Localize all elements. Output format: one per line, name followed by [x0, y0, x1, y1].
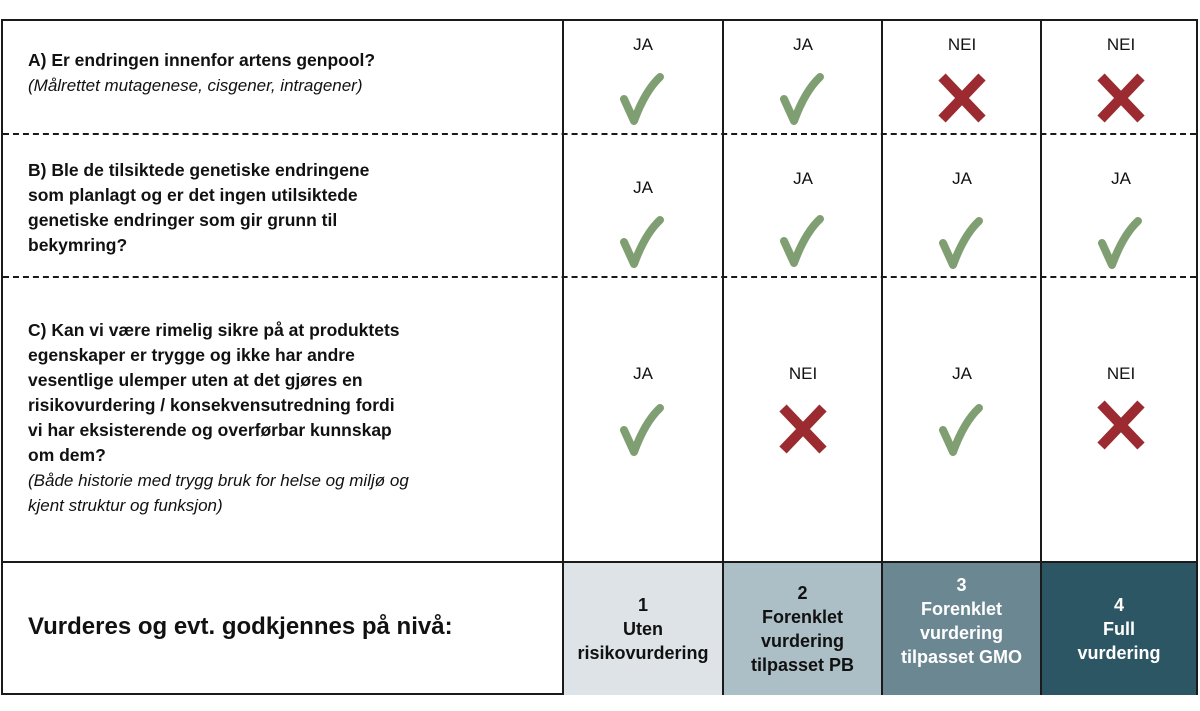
question-b	[28, 158, 548, 258]
level-4	[1042, 563, 1196, 695]
answer-c-4	[1042, 364, 1200, 452]
answer-label: JA	[793, 169, 813, 188]
row-divider	[3, 276, 1196, 278]
row-divider	[3, 133, 1196, 135]
cross-icon	[778, 402, 828, 456]
check-icon	[937, 402, 987, 456]
level-3	[883, 563, 1040, 695]
question-c-line: risikovurdering / konsekvensutredning fordi	[28, 395, 395, 415]
answer-b-2	[724, 169, 882, 267]
level-2	[724, 563, 881, 695]
answer-a-4	[1042, 35, 1200, 125]
question-c-line: om dem?	[28, 445, 106, 465]
question-a-note: (Målrettet mutagenese, cisgener, intragener)	[28, 76, 363, 95]
question-c-line: egenskaper er trygge og ikke har andre	[28, 345, 355, 365]
check-icon	[778, 71, 828, 125]
check-icon	[618, 402, 668, 456]
question-b-line: som planlagt og er det ingen utilsiktede	[28, 185, 358, 205]
level-1	[564, 563, 722, 695]
answer-label: JA	[633, 178, 653, 197]
cross-icon	[937, 71, 987, 125]
answer-c-3	[883, 364, 1041, 456]
level-line: Forenklet	[920, 599, 1003, 619]
question-b-line: genetiske endringer som gir grunn til	[28, 210, 338, 230]
level-number: 2	[797, 583, 808, 603]
check-icon	[937, 215, 987, 269]
answer-a-2	[724, 35, 882, 125]
check-icon	[618, 214, 668, 268]
question-c-line: vi har eksisterende og overførbar kunnskap	[28, 420, 392, 440]
question-c-line: vesentlige ulemper uten at det gjøres en	[28, 370, 363, 390]
cross-icon	[1096, 398, 1146, 452]
question-b-line: bekymring?	[28, 235, 128, 255]
answer-label: NEI	[1106, 364, 1136, 383]
answer-label: JA	[633, 35, 653, 54]
question-c	[28, 318, 548, 518]
question-c-note: kjent struktur og funksjon)	[28, 496, 223, 515]
check-icon	[778, 213, 828, 267]
answer-label: JA	[793, 35, 813, 54]
level-line: risikovurdering	[577, 643, 709, 663]
answer-label: JA	[633, 364, 653, 383]
answer-label: JA	[952, 364, 972, 383]
level-line: Uten	[623, 619, 663, 639]
answer-a-3	[883, 35, 1041, 125]
level-number: 3	[956, 575, 967, 595]
level-line: vurdering	[760, 631, 844, 651]
answer-b-1	[564, 178, 722, 268]
answer-label: NEI	[947, 35, 977, 54]
answer-label: JA	[952, 169, 972, 188]
answer-label: NEI	[1106, 35, 1136, 54]
answer-a-1	[564, 35, 722, 125]
level-number: 1	[637, 595, 648, 615]
level-line: vurdering	[1077, 643, 1161, 663]
level-number: 4	[1113, 595, 1124, 615]
level-line: tilpasset PB	[750, 655, 855, 675]
answer-b-3	[883, 169, 1041, 269]
answer-b-4	[1042, 169, 1200, 269]
question-a-text: A) Er endringen innenfor artens genpool?	[28, 50, 376, 70]
answer-label: JA	[1111, 169, 1131, 188]
question-c-note: (Både historie med trygg bruk for helse og miljø og	[28, 471, 409, 490]
level-line: Full	[1103, 619, 1135, 639]
check-icon	[618, 71, 668, 125]
check-icon	[1096, 215, 1146, 269]
answer-label: NEI	[788, 364, 818, 383]
question-b-line: B) Ble de tilsiktede genetiske endringene	[28, 160, 370, 180]
footer-label: Vurderes og evt. godkjennes på nivå:	[28, 613, 453, 640]
answer-c-1	[564, 364, 722, 456]
level-line: tilpasset GMO	[900, 647, 1023, 667]
assessment-table	[1, 19, 1198, 695]
question-a	[28, 48, 548, 98]
level-line: Forenklet	[761, 607, 844, 627]
question-c-line: C) Kan vi være rimelig sikre på at produktets	[28, 320, 400, 340]
cross-icon	[1096, 71, 1146, 125]
level-line: vurdering	[919, 623, 1003, 643]
answer-c-2	[724, 364, 882, 456]
